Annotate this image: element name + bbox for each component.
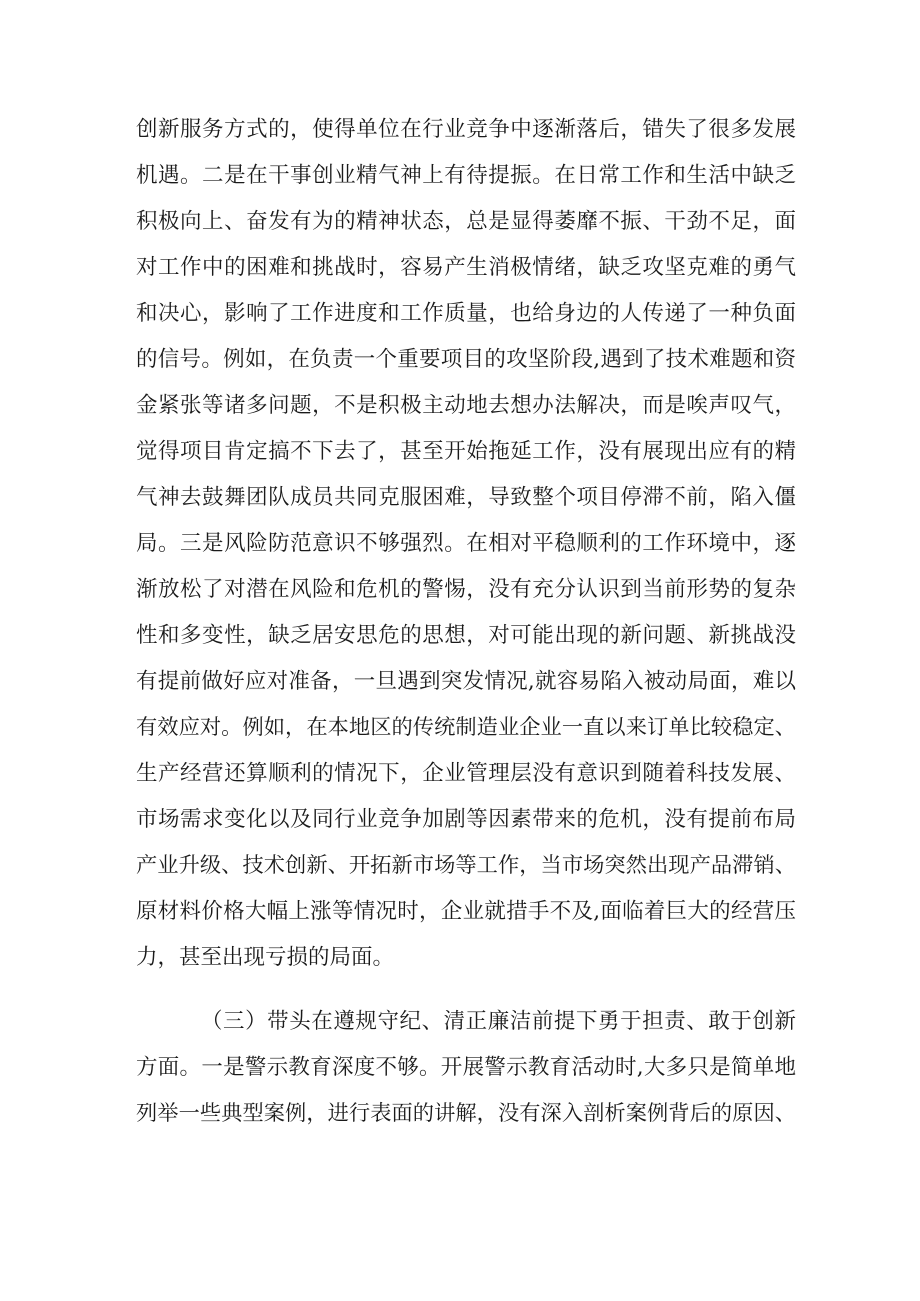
- text-line: 列举一些典型案例，进行表面的讲解，没有深入剖析案例背后的原因、: [136, 1101, 796, 1126]
- text-line: 机遇。二是在干事创业精气神上有待提振。在日常工作和生活中缺乏: [136, 163, 796, 188]
- text-line: 市场需求变化以及同行业竞争加剧等因素带来的危机，没有提前布局: [136, 807, 796, 832]
- text-line: 生产经营还算顺利的情况下，企业管理层没有意识到随着科技发展、: [136, 761, 796, 786]
- text-line: 性和多变性，缺乏居安思危的思想，对可能出现的新问题、新挑战没: [136, 623, 796, 648]
- text-line: 原材料价格大幅上涨等情况时，企业就措手不及,面临着巨大的经营压: [136, 899, 796, 924]
- text-line: 有效应对。例如，在本地区的传统制造业企业一直以来订单比较稳定、: [136, 715, 796, 740]
- text-line: 局。三是风险防范意识不够强烈。在相对平稳顺利的工作环境中，逐: [136, 531, 796, 556]
- section-heading-line: （三）带头在遵规守纪、清正廉洁前提下勇于担责、敢于创新: [201, 1009, 796, 1034]
- text-line: 力，甚至出现亏损的局面。: [136, 945, 395, 970]
- text-line: 产业升级、技术创新、开拓新市场等工作，当市场突然出现产品滞销、: [136, 853, 796, 878]
- text-line: 有提前做好应对准备，一旦遇到突发情况,就容易陷入被动局面，难以: [136, 669, 796, 694]
- text-line: 方面。一是警示教育深度不够。开展警示教育活动时,大多只是简单地: [136, 1055, 796, 1080]
- text-line: 和决心，影响了工作进度和工作质量，也给身边的人传递了一种负面: [136, 301, 796, 326]
- text-line: 金紧张等诸多问题，不是积极主动地去想办法解决，而是唉声叹气，: [136, 393, 796, 418]
- text-line: 气神去鼓舞团队成员共同克服困难，导致整个项目停滞不前，陷入僵: [136, 485, 796, 510]
- text-line: 创新服务方式的，使得单位在行业竞争中逐渐落后，错失了很多发展: [136, 117, 796, 142]
- text-line: 对工作中的困难和挑战时，容易产生消极情绪，缺乏攻坚克难的勇气: [136, 255, 796, 280]
- text-line: 渐放松了对潜在风险和危机的警惕，没有充分认识到当前形势的复杂: [136, 577, 796, 602]
- text-line: 的信号。例如，在负责一个重要项目的攻坚阶段,遇到了技术难题和资: [136, 347, 796, 372]
- text-line: 觉得项目肯定搞不下去了，甚至开始拖延工作，没有展现出应有的精: [136, 439, 796, 464]
- text-line: 积极向上、奋发有为的精神状态，总是显得萎靡不振、干劲不足，面: [136, 209, 796, 234]
